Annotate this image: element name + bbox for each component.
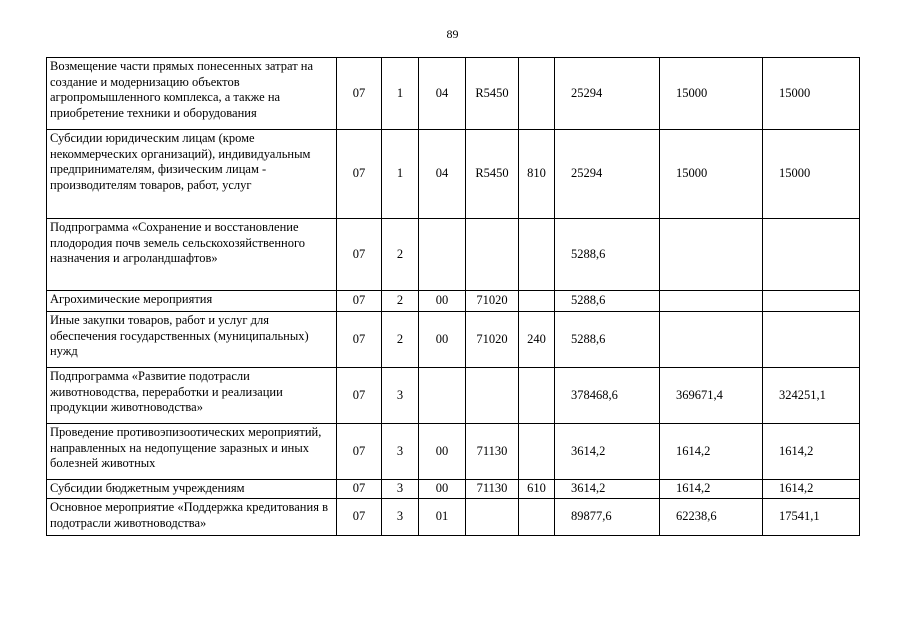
subprogram-code: 2 [382, 291, 419, 312]
direction-code: 71020 [466, 312, 519, 368]
row-name: Субсидии бюджетным учреждениям [47, 480, 337, 499]
table-row [47, 368, 860, 424]
amount-year-2: 1614,2 [660, 480, 763, 499]
table-row [47, 499, 860, 536]
row-name: Агрохимические мероприятия [47, 291, 337, 312]
expense-type-code [519, 291, 555, 312]
activity-code: 04 [419, 130, 466, 219]
amount-year-1: 25294 [555, 58, 660, 130]
program-code: 07 [337, 58, 382, 130]
row-name: Иные закупки товаров, работ и услуг для обеспечения государственных (муниципальных) нужд [47, 312, 337, 368]
direction-code: 71130 [466, 424, 519, 480]
activity-code [419, 368, 466, 424]
activity-code: 00 [419, 424, 466, 480]
activity-code: 00 [419, 312, 466, 368]
table-row [47, 424, 860, 480]
amount-year-2 [660, 219, 763, 291]
expense-type-code: 810 [519, 130, 555, 219]
program-code: 07 [337, 499, 382, 536]
direction-code [466, 219, 519, 291]
amount-year-3: 324251,1 [763, 368, 860, 424]
amount-year-3: 15000 [763, 130, 860, 219]
amount-year-3 [763, 219, 860, 291]
row-name: Подпрограмма «Развитие подотрасли животноводства, переработки и реализации продукции животноводства» [47, 368, 337, 424]
subprogram-code: 3 [382, 368, 419, 424]
expense-type-code [519, 424, 555, 480]
expense-type-code [519, 368, 555, 424]
amount-year-2: 1614,2 [660, 424, 763, 480]
program-code: 07 [337, 480, 382, 499]
amount-year-2: 15000 [660, 130, 763, 219]
table-row [47, 58, 860, 130]
amount-year-2 [660, 312, 763, 368]
subprogram-code: 1 [382, 58, 419, 130]
table-row [47, 291, 860, 312]
direction-code: R5450 [466, 130, 519, 219]
row-name: Возмещение части прямых понесенных затрат на создание и модернизацию объектов агропромышленного комплекса, а также на приобретение техники и оборудования [47, 58, 337, 130]
subprogram-code: 3 [382, 499, 419, 536]
program-code: 07 [337, 219, 382, 291]
amount-year-2: 369671,4 [660, 368, 763, 424]
subprogram-code: 3 [382, 424, 419, 480]
amount-year-1: 3614,2 [555, 480, 660, 499]
program-code: 07 [337, 312, 382, 368]
amount-year-1: 25294 [555, 130, 660, 219]
activity-code: 04 [419, 58, 466, 130]
activity-code: 00 [419, 291, 466, 312]
subprogram-code: 3 [382, 480, 419, 499]
amount-year-3: 17541,1 [763, 499, 860, 536]
amount-year-3 [763, 291, 860, 312]
expense-type-code [519, 219, 555, 291]
program-code: 07 [337, 291, 382, 312]
program-code: 07 [337, 368, 382, 424]
amount-year-1: 5288,6 [555, 312, 660, 368]
amount-year-3: 1614,2 [763, 424, 860, 480]
amount-year-1: 5288,6 [555, 291, 660, 312]
direction-code: 71130 [466, 480, 519, 499]
table-row [47, 130, 860, 219]
amount-year-1: 5288,6 [555, 219, 660, 291]
activity-code: 00 [419, 480, 466, 499]
expense-type-code [519, 499, 555, 536]
amount-year-1: 3614,2 [555, 424, 660, 480]
table-row [47, 312, 860, 368]
amount-year-3: 15000 [763, 58, 860, 130]
direction-code: 71020 [466, 291, 519, 312]
row-name: Проведение противоэпизоотических мероприятий, направленных на недопущение заразных и иных болезней животных [47, 424, 337, 480]
table-row [47, 219, 860, 291]
page-number: 89 [446, 27, 459, 41]
expense-type-code [519, 58, 555, 130]
direction-code: R5450 [466, 58, 519, 130]
table-row [47, 480, 860, 499]
program-code: 07 [337, 130, 382, 219]
amount-year-2 [660, 291, 763, 312]
activity-code: 01 [419, 499, 466, 536]
amount-year-1: 89877,6 [555, 499, 660, 536]
expense-type-code: 240 [519, 312, 555, 368]
amount-year-3 [763, 312, 860, 368]
expense-type-code: 610 [519, 480, 555, 499]
row-name: Подпрограмма «Сохранение и восстановление плодородия почв земель сельскохозяйственного назначения и агроландшафтов» [47, 219, 337, 291]
subprogram-code: 1 [382, 130, 419, 219]
subprogram-code: 2 [382, 312, 419, 368]
direction-code [466, 499, 519, 536]
amount-year-3: 1614,2 [763, 480, 860, 499]
budget-table [46, 57, 860, 536]
row-name: Основное мероприятие «Поддержка кредитования в подотрасли животноводства» [47, 499, 337, 536]
direction-code [466, 368, 519, 424]
subprogram-code: 2 [382, 219, 419, 291]
activity-code [419, 219, 466, 291]
table-body [47, 58, 860, 536]
amount-year-2: 15000 [660, 58, 763, 130]
program-code: 07 [337, 424, 382, 480]
row-name: Субсидии юридическим лицам (кроме некоммерческих организаций), индивидуальным предпринимателям, физическим лицам - производителям товаров, работ, услуг [47, 130, 337, 219]
amount-year-2: 62238,6 [660, 499, 763, 536]
amount-year-1: 378468,6 [555, 368, 660, 424]
